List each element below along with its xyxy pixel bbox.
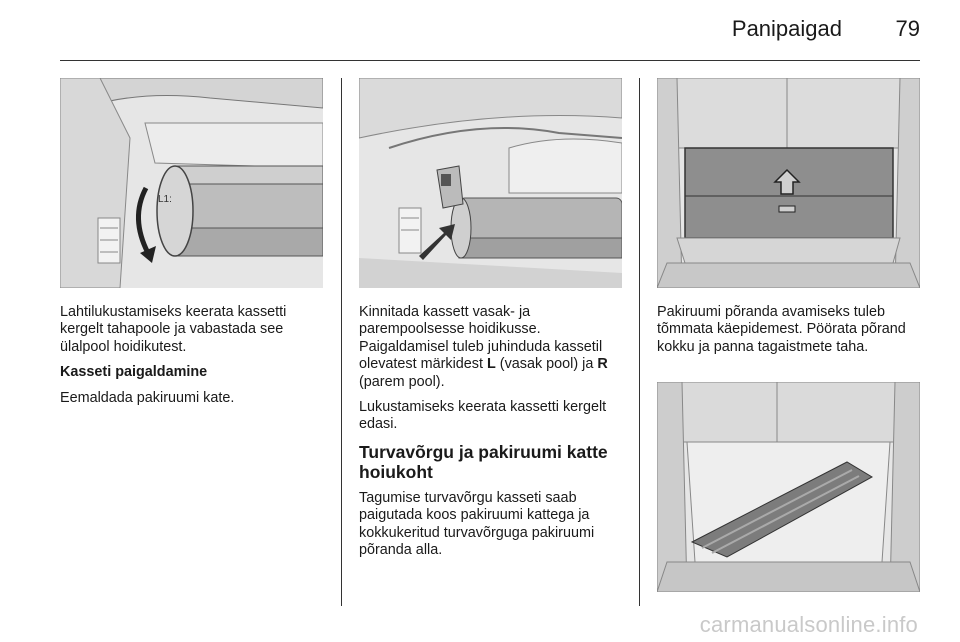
illustration-storage-under-floor <box>657 382 920 592</box>
column-1-text <box>60 304 332 415</box>
page-header <box>60 16 920 46</box>
figure-storage-under-floor <box>657 382 920 592</box>
marker-right: R <box>597 356 608 373</box>
remove-cover-instruction: Eemaldada pakiruumi kate. <box>60 389 235 406</box>
attach-instructions <box>359 304 631 391</box>
page-number: 79 <box>895 16 920 41</box>
illustration-cassette-release <box>60 78 323 288</box>
column-divider-right <box>639 78 640 606</box>
attach-text-part-1: Kinnitada kassett vasak- ja parempoolsesse hoidikusse. Paigaldamisel tuleb juhinduda kassetil olevatest märkidest <box>359 304 603 373</box>
floor-open-instructions: Pakiruumi põranda avamiseks tuleb tõmmata käepidemest. Pöörata põrand kokku ja panna tagaistmete taha. <box>657 304 906 355</box>
storage-heading: Turvavõrgu ja pakiruumi katte hoiukoht <box>359 441 608 482</box>
attach-text-part-2: (vasak pool) ja <box>495 356 598 373</box>
figure-cassette-release <box>60 78 323 288</box>
marker-left: L <box>486 356 496 373</box>
section-title: Panipaigad <box>731 16 842 41</box>
installation-subheading: Kasseti paigaldamine <box>60 364 208 381</box>
figure-cassette-install <box>359 78 622 288</box>
figure-load-floor <box>657 78 920 288</box>
attach-text-part-3: (parem pool). <box>359 373 445 390</box>
watermark: carmanualsonline.info <box>699 612 918 637</box>
header-rule <box>60 60 920 61</box>
illustration-cassette-install <box>359 78 622 288</box>
release-instructions: Lahtilukustamiseks keerata kassetti kergelt tahapoole ja vabastada see ülalpool hoidikutest. <box>60 304 287 355</box>
column-2-text <box>359 304 631 567</box>
illustration-load-floor <box>657 78 920 288</box>
column-3-text <box>657 304 922 364</box>
lock-instruction: Lukustamiseks keerata kassetti kergelt edasi. <box>359 399 607 433</box>
cassette-marking-text: L1: <box>158 194 172 205</box>
column-divider-left <box>341 78 342 606</box>
storage-instructions: Tagumise turvavõrgu kasseti saab paigutada koos pakiruumi kattega ja kokkukeritud turvavõrguga pakiruumi põranda alla. <box>359 489 595 559</box>
